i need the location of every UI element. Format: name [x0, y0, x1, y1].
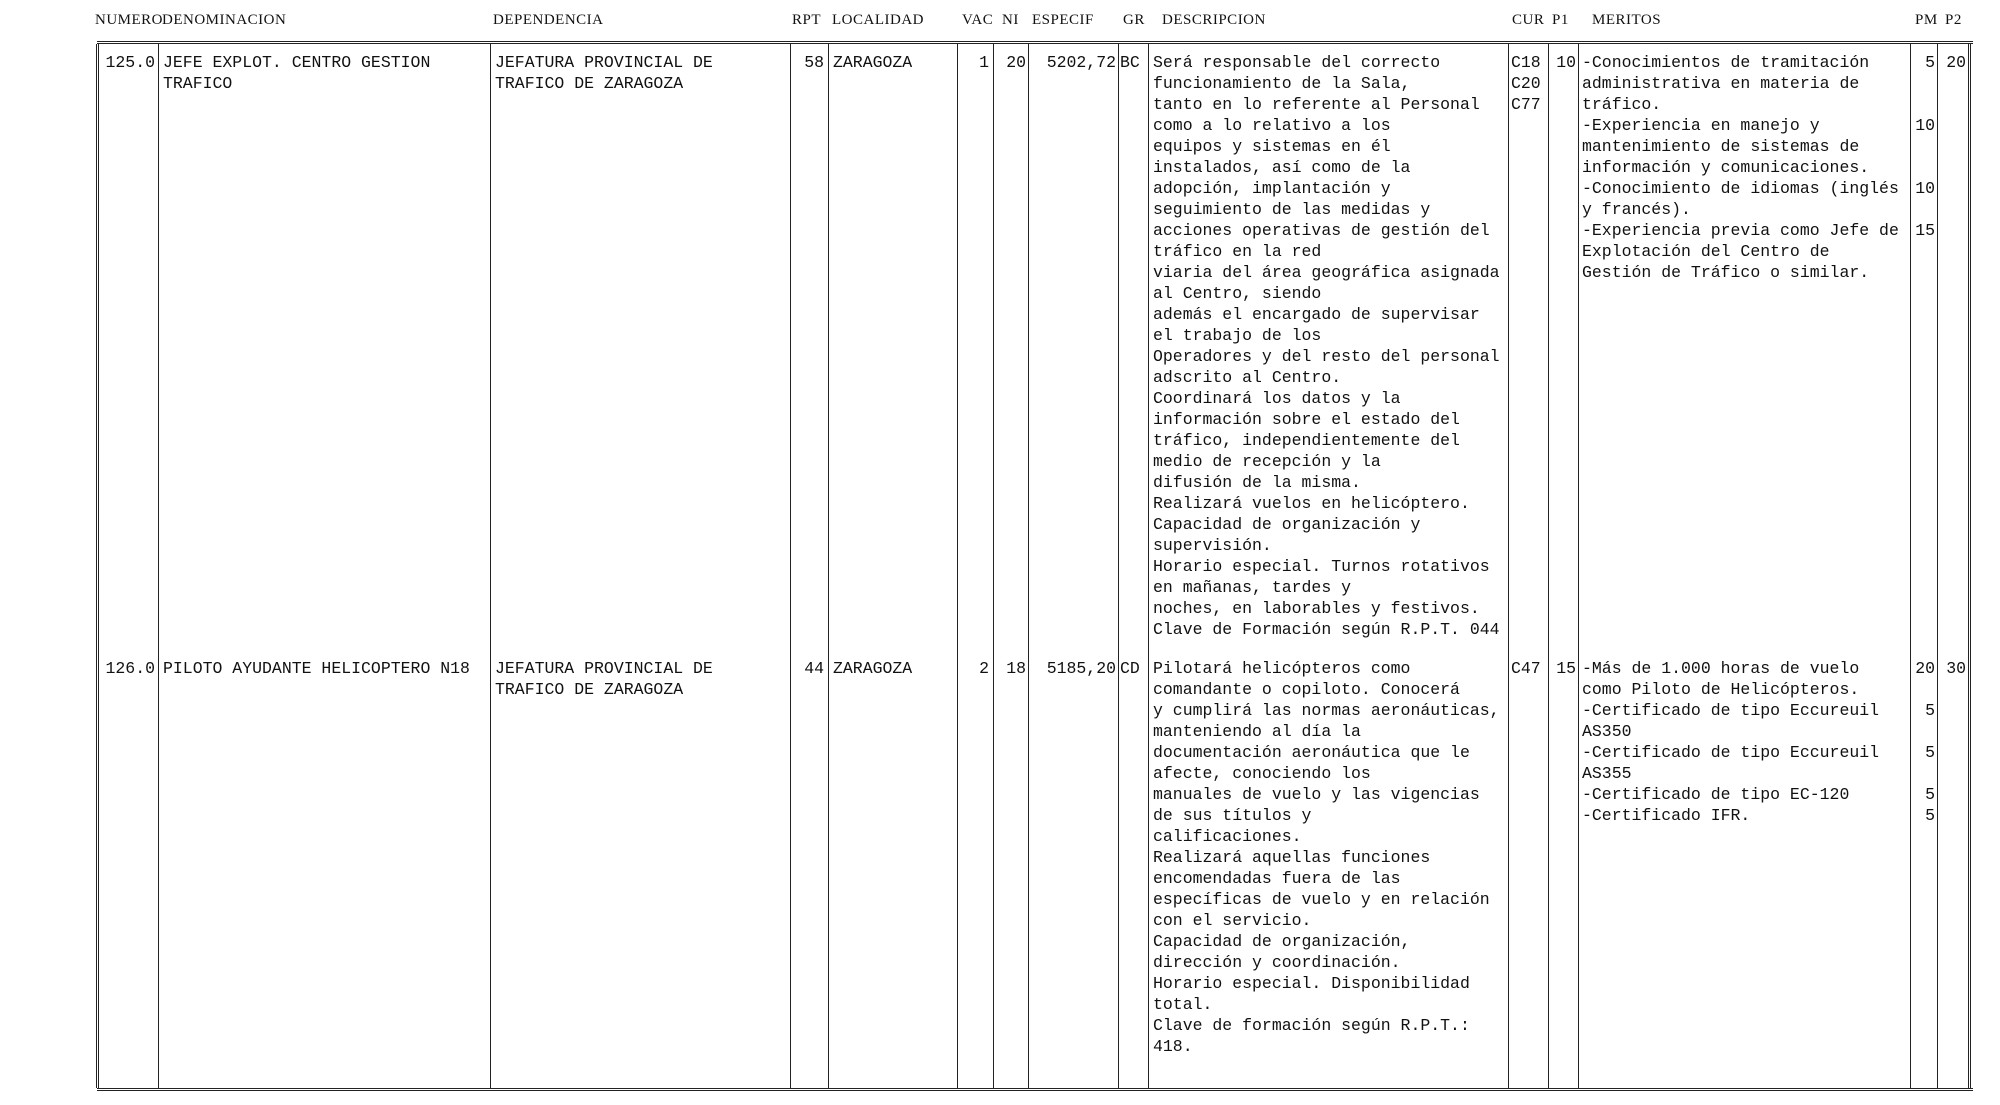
header-descripcion: DESCRIPCION: [1162, 12, 1266, 28]
cell-descripcion: Será responsable del correcto funcionamiento de la Sala, tanto en lo referente al Personal como a lo relativo a los equipos y sistemas en él instalados, así como de la adopción, implantación y seguimiento de las medidas y acciones operativas de gestión del tráfico en la red viaria del área geográfica asignada al Centro, siendo además el encargado de supervisar el trabajo de los Operadores y del resto del personal adscrito al Centro. Coordinará los datos y la información sobre el estado del tráfico, independientemente del medio de recepción y la difusión de la misma. Realizará vuelos en helicóptero. Capacidad de organización y supervisión. Horario especial. Turnos rotativos en mañanas, tardes y noches, en laborables y festivos. Clave de Formación según R.P.T. 044: [1153, 53, 1500, 639]
column-divider: [96, 44, 101, 1088]
header-numero: NUMERO: [95, 12, 164, 28]
column-divider: [490, 44, 491, 1088]
table-top-border: [97, 41, 1973, 44]
cell-p1: 10: [1556, 53, 1576, 72]
header-meritos: MERITOS: [1592, 12, 1662, 28]
column-divider: [1028, 44, 1029, 1088]
column-divider: [1548, 44, 1549, 1088]
header-localidad: LOCALIDAD: [832, 12, 924, 28]
column-divider: [1118, 44, 1119, 1088]
cell-denominacion: PILOTO AYUDANTE HELICOPTERO N18: [163, 659, 470, 678]
cell-denominacion: JEFE EXPLOT. CENTRO GESTION TRAFICO: [163, 53, 431, 93]
header-cur: CUR: [1512, 12, 1545, 28]
table-bottom-border: [97, 1088, 1973, 1091]
cell-descripcion: Pilotará helicópteros como comandante o copiloto. Conocerá y cumplirá las normas aeronáuticas, manteniendo al día la documentación aeronáutica que le afecte, conociendo los manuales de vuelo y las vigencias de sus títulos y calificaciones. Realizará aquellas funciones encomendadas fuera de las específicas de vuelo y en relación con el servicio. Capacidad de organización, dirección y coordinación. Horario especial. Disponibilidad total. Clave de formación según R.P.T.: 418.: [1153, 659, 1500, 1056]
header-rpt: RPT: [792, 12, 822, 28]
column-divider: [1910, 44, 1911, 1088]
cell-localidad: ZARAGOZA: [833, 659, 913, 678]
cell-especif: 5202,72: [1046, 53, 1116, 72]
column-divider: [790, 44, 791, 1088]
header-denominacion: DENOMINACION: [162, 12, 287, 28]
cell-ni: 18: [1006, 659, 1026, 678]
cell-gr: BC: [1120, 53, 1140, 72]
cell-especif: 5185,20: [1046, 659, 1116, 678]
header-dependencia: DEPENDENCIA: [493, 12, 604, 28]
cell-p1: 15: [1556, 659, 1576, 678]
cell-cur: C18 C20 C77: [1511, 53, 1541, 114]
cell-vac: 1: [979, 53, 989, 72]
column-divider: [1968, 44, 1973, 1088]
column-divider: [993, 44, 994, 1088]
cell-dependencia: JEFATURA PROVINCIAL DE TRAFICO DE ZARAGOZA: [495, 53, 713, 93]
cell-rpt: 58: [804, 53, 824, 72]
cell-ni: 20: [1006, 53, 1026, 72]
cell-meritos: -Conocimientos de tramitación administrativa en materia de tráfico. -Experiencia en manejo y mantenimiento de sistemas de información y comunicaciones. -Conocimiento de idiomas (inglés y francés). -Experiencia previa como Jefe de Explotación del Centro de Gestión de Tráfico o similar.: [1582, 53, 1899, 282]
column-divider: [1508, 44, 1509, 1088]
column-divider: [1578, 44, 1579, 1088]
header-especif: ESPECIF: [1032, 12, 1094, 28]
column-divider: [158, 44, 159, 1088]
header-vac: VAC: [962, 12, 994, 28]
header-pm: PM: [1915, 12, 1938, 28]
cell-numero: 126.0: [105, 659, 155, 678]
column-divider: [1148, 44, 1149, 1088]
header-p1: P1: [1552, 12, 1569, 28]
cell-meritos: -Más de 1.000 horas de vuelo como Piloto de Helicópteros. -Certificado de tipo Eccureuil AS350 -Certificado de tipo Eccureuil AS355 -Certificado de tipo EC-120 -Certificado IFR.: [1582, 659, 1880, 825]
cell-p2: 30: [1946, 659, 1966, 678]
column-divider: [828, 44, 829, 1088]
cell-pm: 20 5 5 5 5: [1915, 659, 1935, 825]
cell-pm: 5 10 10 15: [1915, 53, 1935, 240]
cell-p2: 20: [1946, 53, 1966, 72]
header-ni: NI: [1002, 12, 1019, 28]
cell-vac: 2: [979, 659, 989, 678]
cell-cur: C47: [1511, 659, 1541, 678]
cell-localidad: ZARAGOZA: [833, 53, 913, 72]
cell-dependencia: JEFATURA PROVINCIAL DE TRAFICO DE ZARAGOZA: [495, 659, 713, 699]
header-p2: P2: [1945, 12, 1962, 28]
header-gr: GR: [1123, 12, 1145, 28]
column-divider: [957, 44, 958, 1088]
cell-rpt: 44: [804, 659, 824, 678]
column-divider: [1937, 44, 1938, 1088]
cell-gr: CD: [1120, 659, 1140, 678]
cell-numero: 125.0: [105, 53, 155, 72]
